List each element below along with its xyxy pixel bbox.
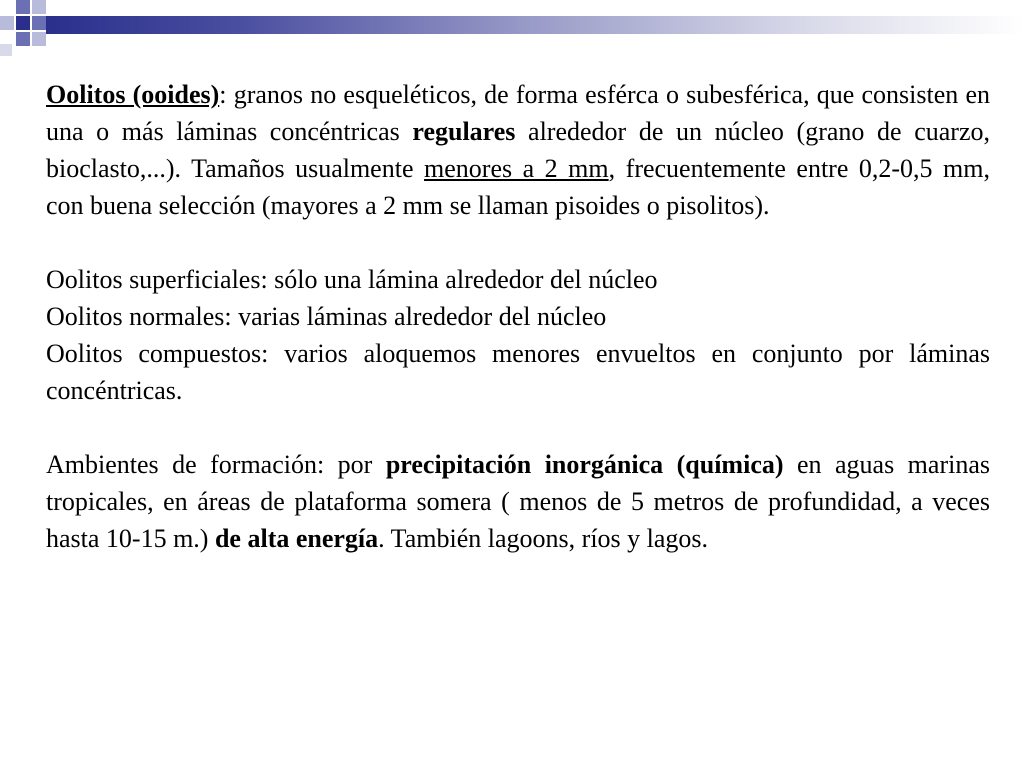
type-normal: Oolitos normales: varias láminas alrededor del núcleo — [46, 302, 607, 331]
bold-high-energy: de alta energía — [214, 524, 379, 553]
deco-square — [16, 16, 30, 30]
slide-content — [46, 76, 990, 557]
type-compound: Oolitos compuestos: varios aloquemos menores envueltos en conjunto por láminas concéntricas. — [46, 339, 990, 405]
bold-precipitation: precipitación inorgánica (química) — [385, 450, 784, 479]
underlined-size: menores a 2 mm — [424, 154, 609, 183]
deco-square — [16, 32, 30, 46]
deco-square — [32, 32, 46, 46]
deco-square — [32, 0, 46, 14]
bold-regulares: regulares — [412, 117, 516, 146]
definition-paragraph: Oolitos (ooides): granos no esqueléticos, de forma esférca o subesférica, que consisten en una o más láminas concéntricas regulares alrededor de un núcleo (grano de cuarzo, bioclasto,...). Tamaños usualmente menores a 2 mm, frecuentemente entre 0,2-0,5 mm, con buena selección (mayores a 2 mm se llaman pisoides o pisolitos). — [46, 80, 990, 220]
type-superficial: Oolitos superficiales: sólo una lámina alrededor del núcleo — [46, 265, 658, 294]
deco-square — [16, 0, 30, 14]
header-decoration — [0, 0, 1024, 60]
environment-paragraph: Ambientes de formación: por precipitación inorgánica (química) en aguas marinas tropicales, en áreas de plataforma somera ( menos de 5 metros de profundidad, a veces hasta 10-15 m.) de alta energía. También lagoons, ríos y lagos. — [46, 450, 990, 553]
header-gradient-bar — [46, 16, 1024, 34]
term-heading: Oolitos (ooides) — [46, 80, 220, 109]
deco-square — [0, 44, 12, 56]
deco-square — [32, 16, 46, 30]
deco-square — [0, 16, 14, 30]
